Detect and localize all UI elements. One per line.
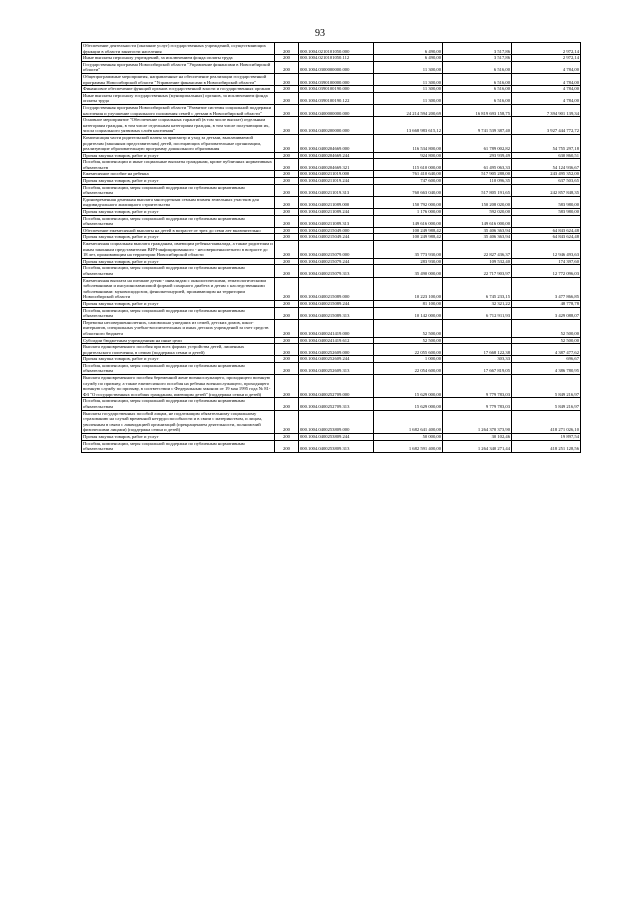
row-name-cell: Финансовое обеспечение функций органов государственной власти и государственных органов <box>82 86 275 93</box>
row-remaining-amount-cell: 5 849 216,97 <box>512 398 581 410</box>
row-remaining-amount-cell: 19 897,54 <box>512 434 581 441</box>
table-row <box>82 134 581 152</box>
row-code-cell: 200 <box>275 337 299 344</box>
row-classification-cell: 000.1004.0400241419.000 <box>299 319 374 337</box>
row-remaining-amount-cell: 12 946 493,63 <box>512 241 581 259</box>
row-code-cell: 200 <box>275 86 299 93</box>
row-remaining-amount-cell: 54 124 936,67 <box>512 159 581 171</box>
row-code-cell: 200 <box>275 184 299 196</box>
row-remaining-amount-cell: 3 477 866,85 <box>512 277 581 300</box>
table-row <box>82 104 581 116</box>
row-remaining-amount-cell: 4 784,00 <box>512 86 581 93</box>
row-name-cell: Пособия, компенсации и иные социальные выплаты гражданам, кроме публичных нормативных обязательств <box>82 159 275 171</box>
row-code-cell: 200 <box>275 375 299 398</box>
row-remaining-amount-cell: 48 778,78 <box>512 300 581 307</box>
row-name-cell: Общепрограммные мероприятия, направленные на обеспечение реализации государственной программы Новосибирской области "Управление финансами в Новосибирской области" <box>82 73 275 85</box>
row-name-cell: Прочая закупка товаров, работ и услуг <box>82 152 275 159</box>
table-row <box>82 410 581 433</box>
row-classification-cell: 000.1004.0400252709.000 <box>299 375 374 398</box>
row-name-cell: Перевозка несовершеннолетних, самовольно ушедших из семей, детских домов, школ-интернатов, специальных учебно-воспитательных и иных детских учреждений за счет средств областного бюджета <box>82 319 275 337</box>
row-code-cell: 200 <box>275 215 299 227</box>
row-executed-amount-cell: 9 741 539 387,40 <box>443 117 512 135</box>
row-remaining-amount-cell: 52 500,00 <box>512 319 581 337</box>
row-executed-amount-cell <box>443 337 512 344</box>
row-executed-amount-cell: 110 096,35 <box>443 178 512 185</box>
row-classification-cell: 000.1004.0400252709.313 <box>299 398 374 410</box>
table-row <box>82 265 581 277</box>
row-name-cell: Пособия, компенсации, меры социальной поддержки по публичным нормативным обязательствам <box>82 184 275 196</box>
table-row <box>82 307 581 319</box>
table-row <box>82 196 581 208</box>
row-executed-amount-cell: 9 779 783,03 <box>443 375 512 398</box>
row-code-cell: 200 <box>275 258 299 265</box>
row-classification-cell: 000.1004.0400253809.313 <box>299 440 374 452</box>
row-name-cell: Прочая закупка товаров, работ и услуг <box>82 234 275 241</box>
row-approved-amount-cell: 15 629 000,00 <box>374 398 443 410</box>
row-name-cell: Выплата единовременного пособия беременной жене военнослужащего, проходящего военную службу по призыву, а также ежемесячного пособия на ребенка военнослужащего, проходящего военную службу по призыву, в соответствии с Федеральным законом от 19 мая 1995 года № 81-ФЗ "О государственных пособиях гражданам, имеющим детей" (поддержка семьи и детей) <box>82 375 275 398</box>
row-classification-cell: 000.1004.0400215089.244 <box>299 300 374 307</box>
budget-execution-table <box>81 42 581 453</box>
row-code-cell: 200 <box>275 362 299 374</box>
row-executed-amount-cell: 32 321,22 <box>443 300 512 307</box>
row-approved-amount-cell: 10 223 100,00 <box>374 277 443 300</box>
row-executed-amount-cell: 6 712 911,93 <box>443 307 512 319</box>
row-code-cell: 200 <box>275 73 299 85</box>
table-row <box>82 440 581 452</box>
row-remaining-amount-cell: 418 271 026,10 <box>512 410 581 433</box>
row-classification-cell: 000.1004.0400252609.000 <box>299 344 374 356</box>
row-classification-cell: 000.1004.0400253809.244 <box>299 434 374 441</box>
row-name-cell: Государственная программа Новосибирской области "Развитие системы социальной поддержки населения и улучшение социального положения семей с детьми в Новосибирской области" <box>82 104 275 116</box>
row-classification-cell: 000.1004.0400215049.244 <box>299 234 374 241</box>
row-executed-amount-cell: 17 668 122,38 <box>443 344 512 356</box>
table-row <box>82 241 581 259</box>
row-code-cell: 200 <box>275 410 299 433</box>
row-code-cell: 200 <box>275 196 299 208</box>
row-approved-amount-cell: 11 300,00 <box>374 61 443 73</box>
row-classification-cell: 000.1004.0300000000.000 <box>299 61 374 73</box>
row-approved-amount-cell: 50 000,00 <box>374 434 443 441</box>
row-code-cell: 200 <box>275 356 299 363</box>
row-name-cell: Пособия, компенсации, меры социальной поддержки по публичным нормативным обязательствам <box>82 398 275 410</box>
row-remaining-amount-cell: 3 927 444 772,72 <box>512 117 581 135</box>
row-remaining-amount-cell: 583 980,00 <box>512 196 581 208</box>
row-code-cell: 200 <box>275 440 299 452</box>
row-remaining-amount-cell: 242 857 848,35 <box>512 184 581 196</box>
row-code-cell: 200 <box>275 319 299 337</box>
row-approved-amount-cell: 22 054 600,00 <box>374 362 443 374</box>
table-row <box>82 434 581 441</box>
table-row <box>82 362 581 374</box>
row-approved-amount-cell: 52 500,00 <box>374 319 443 337</box>
row-approved-amount-cell: 1 000,00 <box>374 356 443 363</box>
row-approved-amount-cell: 1 176 000,00 <box>374 209 443 216</box>
row-classification-cell: 000.1004.0210101050.000 <box>299 43 374 55</box>
table-row <box>82 337 581 344</box>
row-code-cell: 200 <box>275 178 299 185</box>
page-number: 93 <box>315 28 325 39</box>
table-row <box>82 227 581 234</box>
row-name-cell: Пособия, компенсации, меры социальной поддержки по публичным нормативным обязательствам <box>82 265 275 277</box>
row-remaining-amount-cell: 52 500,00 <box>512 337 581 344</box>
row-name-cell: Прочая закупка товаров, работ и услуг <box>82 258 275 265</box>
row-remaining-amount-cell: 4 784,00 <box>512 73 581 85</box>
row-name-cell: Государственная программа Новосибирской области "Управление финансами в Новосибирской области" <box>82 61 275 73</box>
row-classification-cell: 000.1004.0400211089.000 <box>299 196 374 208</box>
row-executed-amount-cell: 61 495 063,33 <box>443 159 512 171</box>
row-classification-cell: 000.1004.0400204669.321 <box>299 159 374 171</box>
row-remaining-amount-cell: 2 972,14 <box>512 43 581 55</box>
row-approved-amount-cell: 924 800,00 <box>374 152 443 159</box>
row-code-cell: 200 <box>275 104 299 116</box>
row-remaining-amount-cell: 4 386 780,95 <box>512 362 581 374</box>
row-classification-cell: 000.1004.0400211019.313 <box>299 184 374 196</box>
row-code-cell: 200 <box>275 209 299 216</box>
row-approved-amount-cell: 6 490,00 <box>374 43 443 55</box>
table-row <box>82 277 581 300</box>
row-approved-amount-cell: 760 663 040,00 <box>374 184 443 196</box>
row-name-cell: Пособия, компенсации, меры социальной поддержки по публичным нормативным обязательствам <box>82 215 275 227</box>
row-remaining-amount-cell: 4 387 477,62 <box>512 344 581 356</box>
row-executed-amount-cell: 3 517,86 <box>443 55 512 62</box>
row-approved-amount-cell: 13 668 983 615,12 <box>374 117 443 135</box>
table-row <box>82 61 581 73</box>
row-code-cell: 200 <box>275 398 299 410</box>
row-executed-amount-cell: 3 517,86 <box>443 43 512 55</box>
row-classification-cell: 000.1004.0400215079.313 <box>299 265 374 277</box>
row-code-cell: 200 <box>275 117 299 135</box>
row-approved-amount-cell: 1 682 641 400,00 <box>374 410 443 433</box>
row-approved-amount-cell: 35 490 000,00 <box>374 265 443 277</box>
row-approved-amount-cell: 149 616 000,00 <box>374 215 443 227</box>
row-classification-cell: 000.1004.0400253809.000 <box>299 410 374 433</box>
row-approved-amount-cell: 116 534 800,00 <box>374 134 443 152</box>
row-executed-amount-cell: 6 745 233,15 <box>443 277 512 300</box>
row-classification-cell: 000.1004.0400211089.244 <box>299 209 374 216</box>
table-row <box>82 171 581 178</box>
row-executed-amount-cell: 6 516,00 <box>443 73 512 85</box>
row-remaining-amount-cell: 4 784,00 <box>512 92 581 104</box>
row-approved-amount-cell: 15 629 000,00 <box>374 375 443 398</box>
row-executed-amount-cell: 22 717 903,97 <box>443 265 512 277</box>
table-row <box>82 152 581 159</box>
table-row <box>82 92 581 104</box>
row-name-cell: Пособия, компенсации, меры социальной поддержки по публичным нормативным обязательствам <box>82 307 275 319</box>
row-name-cell: Пособия, компенсации, меры социальной поддержки по публичным нормативным обязательствам <box>82 440 275 452</box>
row-classification-cell: 000.1004.0400204669.244 <box>299 152 374 159</box>
row-approved-amount-cell: 761 410 640,00 <box>374 171 443 178</box>
table-row <box>82 43 581 55</box>
table-row <box>82 117 581 135</box>
row-name-cell: Прочая закупка товаров, работ и услуг <box>82 209 275 216</box>
row-approved-amount-cell: 11 300,00 <box>374 73 443 85</box>
row-name-cell: Компенсация части родительской платы за присмотр и уход за детьми, выплачиваемой родителям (законным представителям) детей, посещающих образовательные организации, реализующие образовательную программу дошкольного образования <box>82 134 275 152</box>
row-name-cell: Иные выплаты персоналу государственных (муниципальных) органов, за исключением фонда оплаты труда <box>82 92 275 104</box>
row-remaining-amount-cell: 637 503,65 <box>512 178 581 185</box>
row-classification-cell: 000.1004.0400215089.313 <box>299 307 374 319</box>
row-classification-cell: 000.1004.0400211019.000 <box>299 171 374 178</box>
row-remaining-amount-cell <box>512 215 581 227</box>
row-name-cell: Прочая закупка товаров, работ и услуг <box>82 300 275 307</box>
row-remaining-amount-cell: 418 251 128,56 <box>512 440 581 452</box>
row-code-cell: 200 <box>275 55 299 62</box>
row-approved-amount-cell: 747 600,00 <box>374 178 443 185</box>
row-executed-amount-cell: 592 020,00 <box>443 209 512 216</box>
row-executed-amount-cell <box>443 319 512 337</box>
row-code-cell: 200 <box>275 92 299 104</box>
row-remaining-amount-cell: 64 843 624,48 <box>512 234 581 241</box>
row-approved-amount-cell: 115 610 000,00 <box>374 159 443 171</box>
row-approved-amount-cell: 52 500,00 <box>374 337 443 344</box>
row-classification-cell: 000.1004.0400241419.612 <box>299 337 374 344</box>
table-row <box>82 375 581 398</box>
row-code-cell: 200 <box>275 159 299 171</box>
row-executed-amount-cell: 293 939,49 <box>443 152 512 159</box>
row-classification-cell: 000.1004.0400215079.000 <box>299 241 374 259</box>
row-executed-amount-cell: 35 406 363,94 <box>443 234 512 241</box>
row-approved-amount-cell: 1 682 591 400,00 <box>374 440 443 452</box>
row-executed-amount-cell: 6 516,00 <box>443 61 512 73</box>
row-executed-amount-cell: 17 667 819,05 <box>443 362 512 374</box>
table-row <box>82 209 581 216</box>
row-approved-amount-cell: 81 100,00 <box>374 300 443 307</box>
row-approved-amount-cell: 24 214 594 200,69 <box>374 104 443 116</box>
row-classification-cell: 000.1004.0390100000.000 <box>299 73 374 85</box>
table-row <box>82 356 581 363</box>
row-approved-amount-cell: 35 773 930,00 <box>374 241 443 259</box>
row-classification-cell: 000.1004.0400252609.244 <box>299 356 374 363</box>
row-classification-cell: 000.1004.0400215089.000 <box>299 277 374 300</box>
table-row <box>82 215 581 227</box>
row-remaining-amount-cell: 54 755 297,18 <box>512 134 581 152</box>
row-name-cell: Ежемесячная выплата на питание детям - инвалидам с онкологическими, гематологическими заболеваниями и инсулинозависимой формой сахарного диабета и детям с наследственными заболеваниями: муковисцидозом, фенилкетонурией, проживающим на территории Новосибирской области <box>82 277 275 300</box>
row-name-cell: Ежемесячная социальная выплата гражданам, имеющим ребенка-инвалида, а также родителям и иным законным представителям ВИЧ-инфицированного - несовершеннолетнего в возрасте до 18 лет, проживающим на территории Новосибирской области <box>83 241 273 258</box>
row-classification-cell: 000.1004.0400215079.244 <box>299 258 374 265</box>
row-name-cell: Прочая закупка товаров, работ и услуг <box>82 356 275 363</box>
row-name-cell: Прочая закупка товаров, работ и услуг <box>82 178 275 185</box>
row-classification-cell: 000.1004.0390100190.122 <box>299 92 374 104</box>
row-remaining-amount-cell: 64 843 624,48 <box>512 227 581 234</box>
row-classification-cell: 000.1004.0400215049.000 <box>299 227 374 234</box>
row-executed-amount-cell: 149 616 000,00 <box>443 215 512 227</box>
row-approved-amount-cell: 6 490,00 <box>374 55 443 62</box>
row-code-cell: 200 <box>275 241 299 259</box>
row-executed-amount-cell: 109 532,40 <box>443 258 512 265</box>
row-executed-amount-cell: 303,33 <box>443 356 512 363</box>
row-name-cell: Обеспечение деятельности (оказание услуг) государственных учреждений, осуществляющих функции в области занятости населения <box>82 43 275 55</box>
row-remaining-amount-cell: 243 495 352,00 <box>512 171 581 178</box>
row-code-cell: 200 <box>275 43 299 55</box>
table-row <box>82 398 581 410</box>
row-classification-cell: 000.1004.0400200000.000 <box>299 117 374 135</box>
row-approved-amount-cell: 100 249 988,42 <box>374 227 443 234</box>
row-approved-amount-cell: 11 300,00 <box>374 92 443 104</box>
row-remaining-amount-cell: 4 784,00 <box>512 61 581 73</box>
row-code-cell: 200 <box>275 171 299 178</box>
row-code-cell: 200 <box>275 344 299 356</box>
row-classification-cell: 000.1004.0400000000.000 <box>299 104 374 116</box>
row-approved-amount-cell: 22 055 600,00 <box>374 344 443 356</box>
row-executed-amount-cell: 61 789 002,82 <box>443 134 512 152</box>
row-name-cell: Субсидии бюджетным учреждениям на иные цели <box>82 337 275 344</box>
table-row <box>82 258 581 265</box>
row-executed-amount-cell: 30 102,46 <box>443 434 512 441</box>
row-classification-cell: 000.1004.0400252609.313 <box>299 362 374 374</box>
table-row <box>82 234 581 241</box>
table-row <box>82 300 581 307</box>
row-executed-amount-cell: 517 805 191,65 <box>443 184 512 196</box>
row-classification-cell: 000.1004.0400211019.244 <box>299 178 374 185</box>
row-classification-cell: 000.1004.0400204669.000 <box>299 134 374 152</box>
row-executed-amount-cell: 35 406 363,94 <box>443 227 512 234</box>
row-approved-amount-cell: 283 930,00 <box>374 258 443 265</box>
row-approved-amount-cell: 11 300,00 <box>374 86 443 93</box>
row-code-cell: 200 <box>275 307 299 319</box>
table-row <box>82 159 581 171</box>
row-code-cell: 200 <box>275 234 299 241</box>
row-executed-amount-cell: 1 264 340 271,44 <box>443 440 512 452</box>
row-name-cell: Обеспечение ежемесячной выплаты на детей в возрасте от трех до семи лет включительно <box>82 227 275 234</box>
row-remaining-amount-cell: 2 972,14 <box>512 55 581 62</box>
row-executed-amount-cell: 9 779 783,03 <box>443 398 512 410</box>
row-remaining-amount-cell: 583 980,00 <box>512 209 581 216</box>
row-remaining-amount-cell: 12 772 096,03 <box>512 265 581 277</box>
row-executed-amount-cell: 517 905 288,00 <box>443 171 512 178</box>
row-executed-amount-cell: 16 819 693 158,75 <box>443 104 512 116</box>
row-remaining-amount-cell: 3 429 088,07 <box>512 307 581 319</box>
row-code-cell: 200 <box>275 265 299 277</box>
row-code-cell: 200 <box>275 300 299 307</box>
row-name-cell: Пособия, компенсации, меры социальной поддержки по публичным нормативным обязательствам <box>82 362 275 374</box>
row-executed-amount-cell: 6 516,00 <box>443 86 512 93</box>
row-name-cell: Иные выплаты персоналу учреждений, за исключением фонда оплаты труда <box>82 55 275 62</box>
row-code-cell: 200 <box>275 434 299 441</box>
row-approved-amount-cell: 10 142 000,00 <box>374 307 443 319</box>
table-row <box>82 178 581 185</box>
row-code-cell: 200 <box>275 61 299 73</box>
row-code-cell: 200 <box>275 277 299 300</box>
table-row <box>82 86 581 93</box>
row-executed-amount-cell: 1 264 370 373,90 <box>443 410 512 433</box>
row-remaining-amount-cell: 696,67 <box>512 356 581 363</box>
row-remaining-amount-cell: 5 849 216,97 <box>512 375 581 398</box>
row-approved-amount-cell: 100 249 988,42 <box>374 234 443 241</box>
table-row <box>82 344 581 356</box>
row-executed-amount-cell: 22 827 436,37 <box>443 241 512 259</box>
row-classification-cell: 000.1004.0390100190.000 <box>299 86 374 93</box>
table-row <box>82 73 581 85</box>
table-row <box>82 319 581 337</box>
row-name-cell: Прочая закупка товаров, работ и услуг <box>82 434 275 441</box>
row-name-cell: Выплаты государственных пособий лицам, не подлежащим обязательному социальному страхованию на случай временной нетрудоспособности и в связи с материнством, и лицам, уволенным в связи с ликвидацией организаций (прекращением деятельности, полномочий физическими лицами) (поддержка семьи и детей) <box>82 410 275 433</box>
table-row <box>82 184 581 196</box>
row-code-cell: 200 <box>275 152 299 159</box>
row-classification-cell: 000.1004.0400211089.313 <box>299 215 374 227</box>
row-remaining-amount-cell: 630 860,51 <box>512 152 581 159</box>
row-executed-amount-cell: 150 208 020,00 <box>443 196 512 208</box>
row-name-cell: Единовременная денежная выплата многодетным семьям взамен земельных участков для индивидуального жилищного строительства <box>82 196 275 208</box>
row-code-cell: 200 <box>275 134 299 152</box>
row-name-cell: Ежемесячное пособие на ребенка <box>82 171 275 178</box>
table-row <box>82 55 581 62</box>
row-approved-amount-cell: 150 792 000,00 <box>374 196 443 208</box>
table-body <box>82 43 581 453</box>
row-classification-cell: 000.1004.0210101050.112 <box>299 55 374 62</box>
row-name-cell: Выплата единовременного пособия при всех формах устройства детей, лишенных родительского попечения, в семью (поддержка семьи и детей) <box>82 344 275 356</box>
row-remaining-amount-cell: 174 397,60 <box>512 258 581 265</box>
row-remaining-amount-cell: 7 394 901 139,34 <box>512 104 581 116</box>
row-name-cell: Основное мероприятие "Обеспечение социальных гарантий (в том числе выплат) отдельным категориям граждан, в том числе отдельным категориям граждан, в том числе получающим их, числа социального уязвимых слоёв населения" <box>82 117 275 135</box>
row-code-cell: 200 <box>275 227 299 234</box>
row-executed-amount-cell: 6 516,00 <box>443 92 512 104</box>
